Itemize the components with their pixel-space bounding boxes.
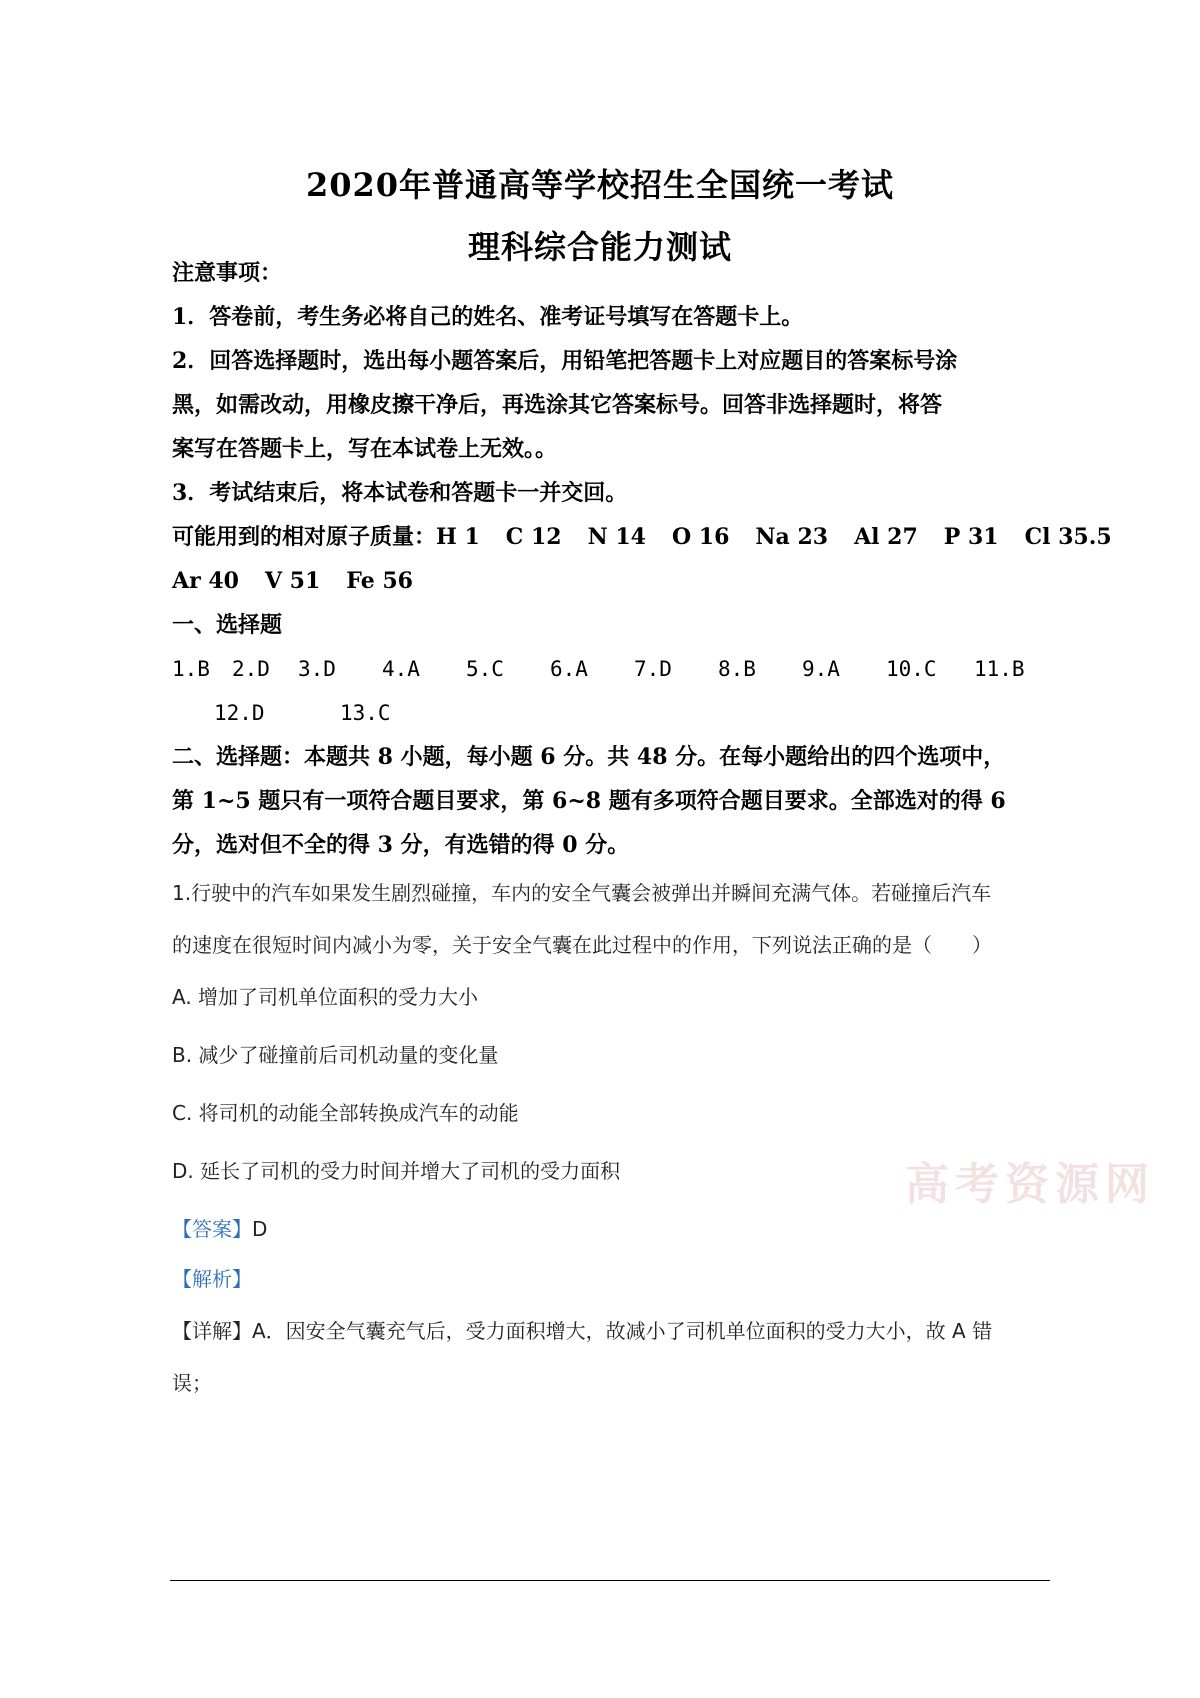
detail-label: 【详解】: [172, 1319, 252, 1343]
atom-mass: P 31: [943, 524, 999, 550]
answer-item: 2.D: [232, 657, 270, 681]
answer-item: 13.C: [340, 701, 391, 725]
atom-mass: Ar 40: [172, 568, 239, 594]
atom-mass: Fe 56: [346, 568, 413, 594]
note-item-2-line-2: 黑，如需改动，用橡皮擦干净后，再选涂其它答案标号。回答非选择题时，将答: [172, 392, 943, 418]
detail-line-1: [172, 1316, 1052, 1346]
question-1-stem-line-1: 1.行驶中的汽车如果发生剧烈碰撞，车内的安全气囊会被弹出并瞬间充满气体。若碰撞后汽车: [172, 881, 992, 905]
answer-value: D: [252, 1217, 268, 1241]
atom-mass: N 14: [587, 524, 646, 550]
section-2-line-2: 第 1~5 题只有一项符合题目要求，第 6~8 题有多项符合题目要求。全部选对的得 6: [172, 788, 1006, 814]
answer-row-1: [172, 654, 1052, 684]
analysis-label: 【解析】: [172, 1267, 252, 1291]
note-item-1: 1．答卷前，考生务必将自己的姓名、准考证号填写在答题卡上。: [172, 304, 804, 330]
watermark: 高考资源网: [905, 1159, 1155, 1210]
exam-title: 2020年普通高等学校招生全国统一考试: [305, 166, 895, 204]
footer-rule: [170, 1580, 1050, 1581]
answer-item: 11.B: [974, 657, 1025, 681]
atomic-mass-line-1: [172, 522, 1112, 552]
detail-line-2: 误；: [172, 1371, 212, 1395]
answer-label: 【答案】: [172, 1217, 252, 1241]
section-2-line-3: 分，选对但不全的得 3 分，有选错的得 0 分。: [172, 832, 630, 858]
answer-item: 9.A: [802, 657, 840, 681]
answer-row-2: [214, 698, 1094, 728]
answer-item: 4.A: [382, 657, 420, 681]
atomic-mass-label: 可能用到的相对原子质量：: [172, 524, 437, 550]
answer-item: 6.A: [550, 657, 588, 681]
atom-mass: Al 27: [854, 524, 918, 550]
atomic-mass-line-2: [172, 566, 1052, 596]
note-item-2-line-3: 案写在答题卡上，写在本试卷上无效。。: [172, 436, 558, 462]
question-1-stem-line-2: 的速度在很短时间内减小为零，关于安全气囊在此过程中的作用，下列说法正确的是（ ）: [172, 933, 992, 957]
question-1-option-c: C. 将司机的动能全部转换成汽车的动能: [172, 1101, 519, 1125]
answer-item: 5.C: [466, 657, 504, 681]
detail-text: A．因安全气囊充气后，受力面积增大，故减小了司机单位面积的受力大小，故 A 错: [252, 1319, 993, 1343]
answer-item: 12.D: [214, 701, 265, 725]
atom-mass: V 51: [264, 568, 321, 594]
answer-item: 8.B: [718, 657, 756, 681]
answer-item: 3.D: [298, 657, 336, 681]
question-1-option-b: B. 减少了碰撞前后司机动量的变化量: [172, 1043, 499, 1067]
answer-item: 10.C: [886, 657, 937, 681]
atom-mass: Na 23: [755, 524, 829, 550]
atom-mass: H 1: [436, 524, 480, 550]
atom-mass: Cl 35.5: [1024, 524, 1112, 550]
atom-mass: C 12: [505, 524, 562, 550]
note-item-2-line-1: 2．回答选择题时，选出每小题答案后，用铅笔把答题卡上对应题目的答案标号涂: [172, 348, 958, 374]
notes-heading: 注意事项：: [172, 260, 283, 286]
answer-item: 7.D: [634, 657, 672, 681]
section-2-line-1: 二、选择题：本题共 8 小题，每小题 6 分。共 48 分。在每小题给出的四个选项中，: [172, 744, 1006, 770]
question-1-option-d: D. 延长了司机的受力时间并增大了司机的受力面积: [172, 1159, 621, 1183]
exam-subtitle: 理科综合能力测试: [467, 228, 732, 266]
note-item-3: 3．考试结束后，将本试卷和答题卡一并交回。: [172, 480, 628, 506]
section-1-heading: 一、选择题: [172, 612, 283, 638]
atom-mass: O 16: [671, 524, 730, 550]
answer-item: 1.B: [172, 657, 210, 681]
question-1-option-a: A. 增加了司机单位面积的受力大小: [172, 985, 479, 1009]
answer-line: [172, 1214, 1052, 1244]
